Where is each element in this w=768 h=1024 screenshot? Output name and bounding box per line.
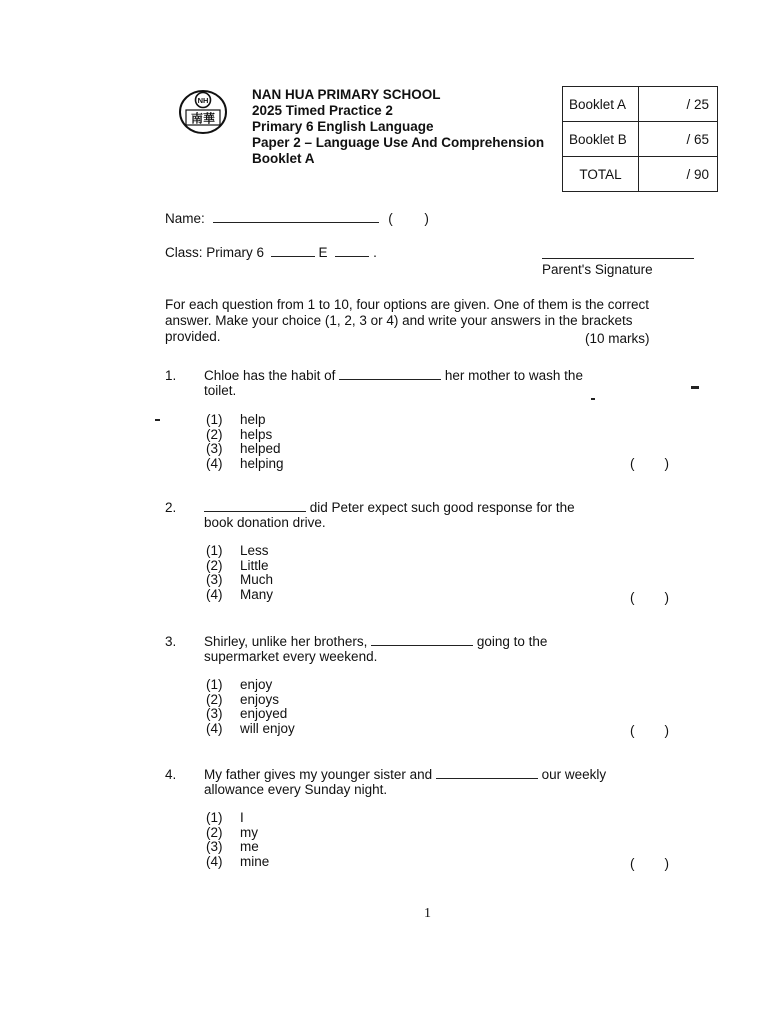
question-3 [165, 634, 705, 744]
register-number-close: ) [424, 211, 429, 226]
logo-letters: NH [197, 96, 209, 105]
answer-blank [204, 500, 306, 512]
name-field[interactable] [213, 211, 379, 223]
option-4 [206, 721, 295, 736]
class-row [165, 245, 377, 260]
option-4 [206, 854, 269, 869]
option-text: helped [240, 441, 281, 457]
answer-bracket[interactable]: ( ) [630, 723, 669, 738]
class-letter: E [318, 245, 328, 260]
option-text: Little [240, 557, 269, 573]
school-name: NAN HUA PRIMARY SCHOOL [252, 87, 441, 102]
answer-blank [339, 368, 441, 380]
score-label: Booklet B [563, 122, 639, 157]
option-number: (4) [206, 586, 223, 602]
option-text: enjoy [240, 677, 273, 692]
options-list [206, 412, 284, 470]
question-number: 3. [165, 634, 177, 649]
option-number: (2) [206, 691, 223, 707]
stem-before: Shirley, unlike her brothers, [204, 634, 368, 649]
option-number: (3) [206, 706, 223, 722]
option-text: my [240, 824, 258, 840]
option-text: Much [240, 572, 274, 588]
score-row-booklet-a [563, 87, 718, 122]
class-number-field[interactable] [335, 245, 369, 257]
practice-title: 2025 Timed Practice 2 [252, 103, 393, 118]
subject-title: Primary 6 English Language [252, 119, 434, 134]
option-number: (4) [206, 720, 223, 736]
option-text: help [240, 412, 266, 427]
option-number: (2) [206, 426, 223, 442]
score-table [562, 86, 718, 192]
option-1 [206, 810, 269, 825]
option-4 [206, 456, 284, 471]
score-row-booklet-b [563, 122, 718, 157]
name-row [165, 211, 429, 226]
answer-bracket[interactable]: ( ) [630, 456, 669, 471]
question-stem [204, 767, 634, 797]
option-1 [206, 677, 295, 692]
question-stem [204, 634, 584, 664]
option-number: (3) [206, 839, 223, 855]
signature-label: Parent's Signature [542, 262, 653, 277]
register-number-open: ( [388, 211, 393, 226]
answer-bracket[interactable]: ( ) [630, 590, 669, 605]
option-text: enjoys [240, 691, 280, 707]
options-list [206, 543, 273, 601]
name-label: Name: [165, 211, 205, 226]
option-text: mine [240, 853, 270, 869]
stem-before: Chloe has the habit of [204, 368, 336, 383]
option-number: (3) [206, 572, 223, 588]
option-1 [206, 543, 273, 558]
instructions: For each question from 1 to 10, four options are given. One of them is the correct answer. Make your choice (1, 2, 3 or 4) and write your answers in the brackets provided. [165, 297, 650, 344]
booklet-title: Booklet A [252, 151, 315, 166]
question-4 [165, 767, 705, 877]
school-heading [252, 87, 544, 167]
score-label: Booklet A [563, 87, 639, 122]
option-number: (4) [206, 853, 223, 869]
option-text: I [240, 810, 244, 825]
option-3 [206, 441, 284, 456]
question-number: 1. [165, 368, 177, 383]
option-number: (2) [206, 824, 223, 840]
signature-line[interactable] [542, 258, 694, 259]
stem-before: My father gives my younger sister and [204, 767, 433, 782]
option-number: (1) [206, 412, 223, 427]
scan-speck [591, 398, 595, 400]
scan-speck [691, 386, 699, 389]
question-1 [165, 368, 705, 478]
option-number: (1) [206, 810, 223, 825]
option-number: (1) [206, 543, 223, 558]
paper-title: Paper 2 – Language Use And Comprehension [252, 135, 545, 150]
option-text: Less [240, 543, 269, 558]
score-value[interactable]: / 65 [639, 122, 718, 157]
page-number: 1 [424, 906, 431, 921]
answer-blank [436, 767, 538, 779]
question-2 [165, 500, 705, 610]
score-row-total [563, 157, 718, 192]
option-2 [206, 692, 295, 707]
option-number: (4) [206, 455, 223, 471]
stem-after: going to the supermarket every weekend. [204, 634, 548, 664]
answer-bracket[interactable]: ( ) [630, 856, 669, 871]
score-value[interactable]: / 90 [639, 157, 718, 192]
class-dot: . [373, 245, 377, 260]
stem-after: did Peter expect such good response for the book donation drive. [204, 500, 575, 530]
stem-after: our weekly allowance every Sunday night. [204, 767, 607, 797]
option-number: (1) [206, 677, 223, 692]
options-list [206, 677, 295, 735]
option-4 [206, 587, 273, 602]
score-value[interactable]: / 25 [639, 87, 718, 122]
option-text: helps [240, 426, 273, 442]
option-1 [206, 412, 284, 427]
option-2 [206, 825, 269, 840]
question-number: 4. [165, 767, 177, 782]
class-level-field[interactable] [271, 245, 315, 257]
answer-blank [371, 634, 473, 646]
marks-total: (10 marks) [585, 331, 650, 346]
option-3 [206, 572, 273, 587]
option-number: (2) [206, 557, 223, 573]
logo-chinese: 南華 [190, 111, 216, 126]
option-text: Many [240, 586, 274, 602]
class-label: Class: Primary 6 [165, 245, 265, 260]
option-text: me [240, 839, 259, 855]
question-number: 2. [165, 500, 177, 515]
option-3 [206, 706, 295, 721]
score-label: TOTAL [563, 157, 639, 192]
option-3 [206, 839, 269, 854]
option-number: (3) [206, 441, 223, 457]
option-2 [206, 427, 284, 442]
option-2 [206, 558, 273, 573]
question-stem [204, 500, 604, 530]
option-text: enjoyed [240, 706, 288, 722]
question-stem [204, 368, 604, 398]
options-list [206, 810, 269, 868]
option-text: will enjoy [240, 720, 295, 736]
option-text: helping [240, 455, 284, 471]
scan-speck [155, 419, 160, 421]
school-logo [178, 88, 228, 136]
stem-after: her mother to wash the toilet. [204, 368, 583, 398]
